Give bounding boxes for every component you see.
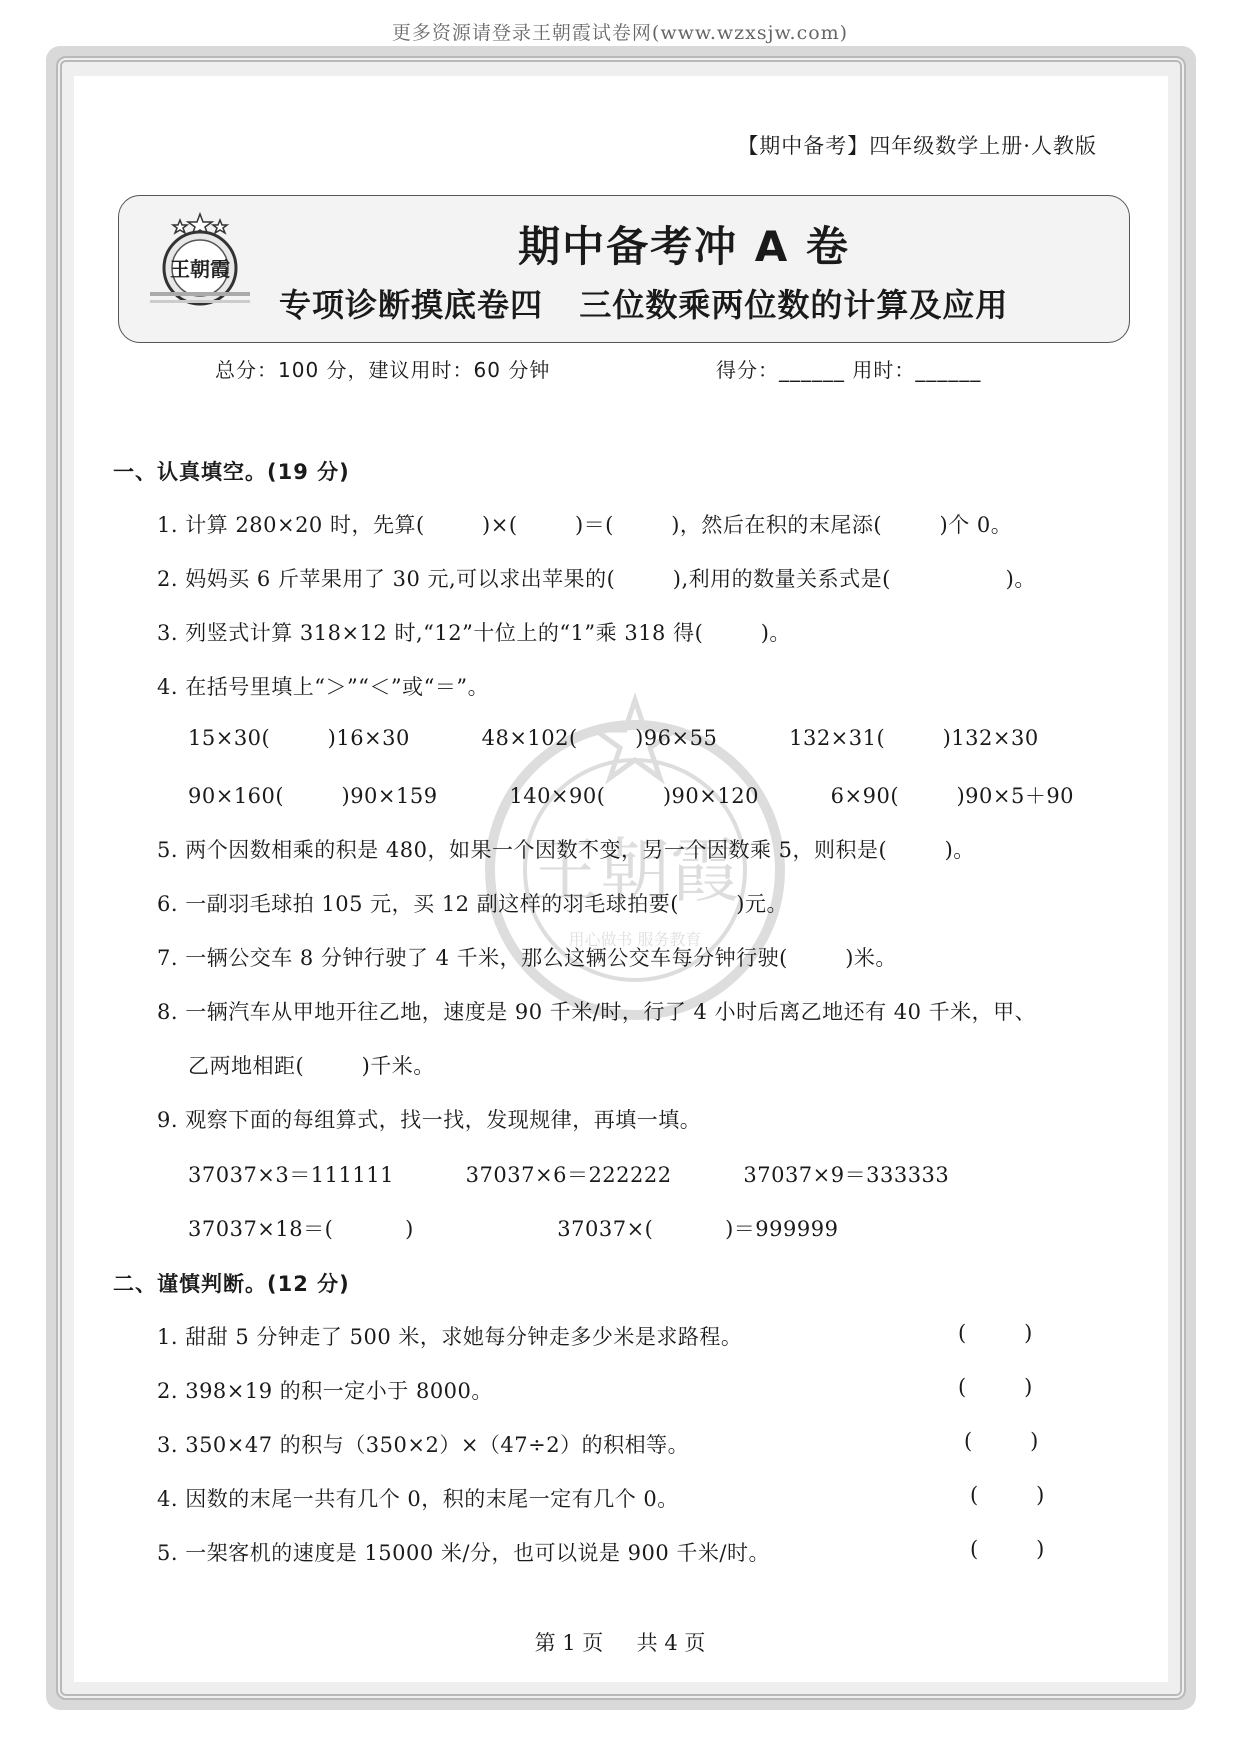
answer-paren: ( ) bbox=[964, 1429, 1039, 1453]
exam-title: 期中备考冲 A 卷 bbox=[518, 222, 850, 271]
question-line: 1. 计算 280×20 时，先算( )×( )＝( )，然后在积的末尾添( )个 0。 bbox=[157, 513, 1013, 537]
score-time-fields: 得分：______ 用时：______ bbox=[716, 358, 982, 382]
pattern-row: 37037×18＝( ) 37037×( )＝999999 bbox=[188, 1217, 839, 1241]
comparison-row: 15×30( )16×30 48×102( )96×55 132×31( )132×30 bbox=[188, 726, 1039, 750]
site-banner: 更多资源请登录王朝霞试卷网(www.wzxsjw.com) bbox=[391, 22, 849, 44]
section-judgement-title: 二、谨慎判断。(12 分) bbox=[113, 1272, 350, 1296]
exam-subtitle: 专项诊断摸底卷四 三位数乘两位数的计算及应用 bbox=[279, 286, 1009, 324]
question-line: 7. 一辆公交车 8 分钟行驶了 4 千米，那么这辆公交车每分钟行驶( )米。 bbox=[157, 946, 897, 970]
question-line: 2. 妈妈买 6 斤苹果用了 30 元,可以求出苹果的( ),利用的数量关系式是( )。 bbox=[157, 567, 1036, 591]
question-line: 5. 两个因数相乘的积是 480，如果一个因数不变，另一个因数乘 5，则积是( )。 bbox=[157, 838, 975, 862]
answer-paren: ( ) bbox=[958, 1321, 1033, 1345]
answer-paren: ( ) bbox=[970, 1483, 1045, 1507]
question-line: 4. 在括号里填上“＞”“＜”或“＝”。 bbox=[157, 675, 490, 699]
comparison-row: 90×160( )90×159 140×90( )90×120 6×90( )90×5＋90 bbox=[188, 784, 1075, 808]
title-panel bbox=[118, 195, 1130, 343]
judgement-item: 4. 因数的末尾一共有几个 0，积的末尾一定有几个 0。 bbox=[157, 1487, 679, 1511]
judgement-item: 1. 甜甜 5 分钟走了 500 米，求她每分钟走多少米是求路程。 bbox=[157, 1325, 743, 1349]
svg-text:用心做书 服务教育: 用心做书 服务教育 bbox=[568, 930, 702, 949]
subject-label: 【期中备考】四年级数学上册·人教版 bbox=[737, 134, 1097, 158]
judgement-item: 5. 一架客机的速度是 15000 米/分，也可以说是 900 千米/时。 bbox=[157, 1541, 770, 1565]
section-fill-in-title: 一、认真填空。(19 分) bbox=[113, 460, 350, 484]
question-line: 9. 观察下面的每组算式，找一找，发现规律，再填一填。 bbox=[157, 1108, 702, 1132]
publisher-logo bbox=[150, 212, 250, 312]
judgement-item: 3. 350×47 的积与（350×2）×（47÷2）的积相等。 bbox=[157, 1433, 690, 1457]
question-line: 8. 一辆汽车从甲地开往乙地，速度是 90 千米/时，行了 4 小时后离乙地还有 40 千米，甲、 bbox=[157, 1000, 1037, 1024]
answer-paren: ( ) bbox=[970, 1537, 1045, 1561]
answer-paren: ( ) bbox=[958, 1375, 1033, 1399]
score-info: 总分：100 分，建议用时：60 分钟 bbox=[215, 358, 551, 382]
svg-text:王朝霞: 王朝霞 bbox=[170, 257, 230, 281]
question-line: 6. 一副羽毛球拍 105 元，买 12 副这样的羽毛球拍要( )元。 bbox=[157, 892, 789, 916]
svg-text:王朝霞: 王朝霞 bbox=[530, 830, 740, 912]
question-line-continued: 乙两地相距( )千米。 bbox=[188, 1054, 435, 1078]
pattern-row: 37037×3＝111111 37037×6＝222222 37037×9＝333333 bbox=[188, 1163, 950, 1187]
question-line: 3. 列竖式计算 318×12 时,“12”十位上的“1”乘 318 得( )。 bbox=[157, 621, 791, 645]
page-number: 第 1 页 共 4 页 bbox=[534, 1631, 706, 1655]
judgement-item: 2. 398×19 的积一定小于 8000。 bbox=[157, 1379, 493, 1403]
